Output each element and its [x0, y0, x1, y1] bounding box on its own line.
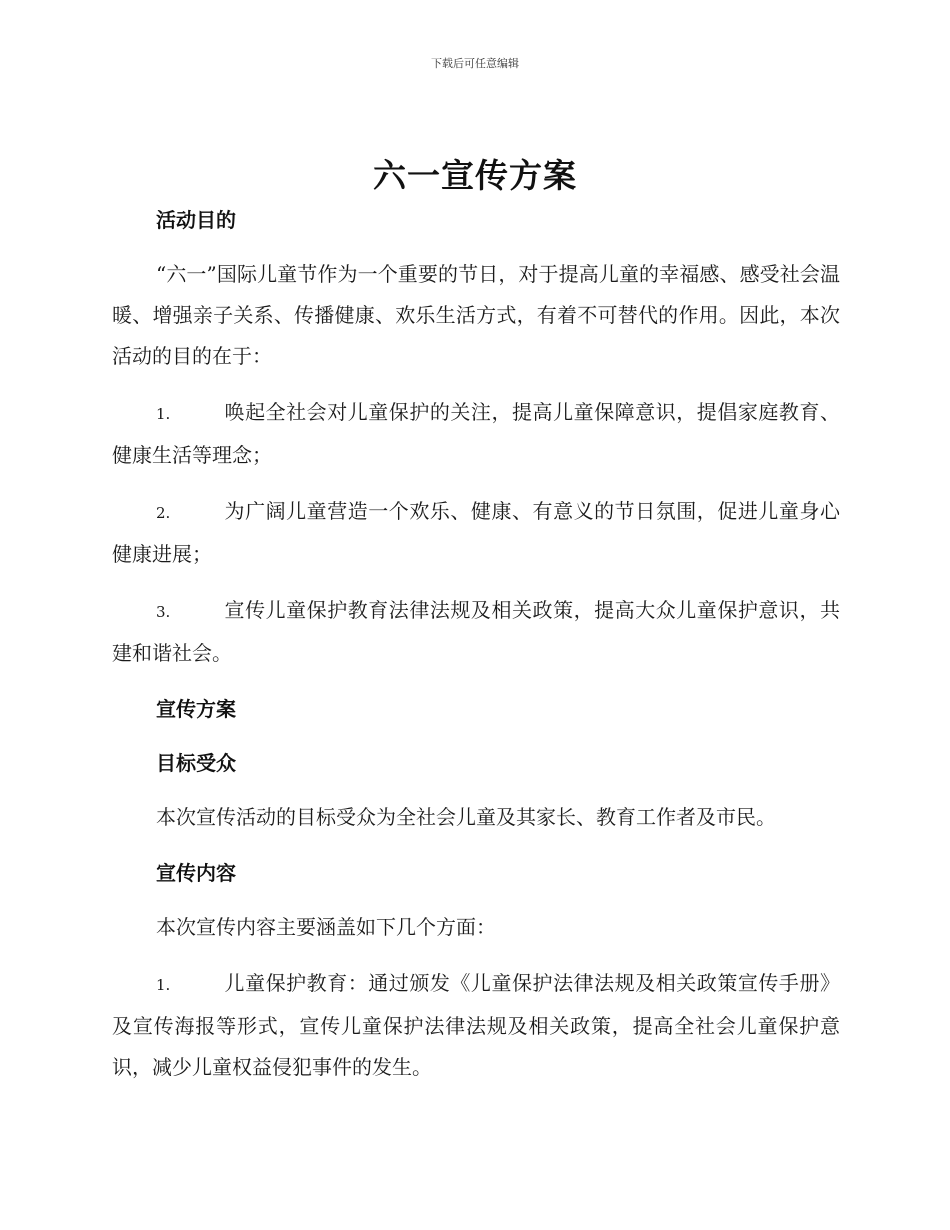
section-heading-plan: 宣传方案: [156, 697, 236, 721]
section-heading-audience: 目标受众: [156, 751, 236, 775]
document-title: 六一宣传方案: [373, 156, 577, 195]
document-body: [112, 200, 840, 1103]
list-item-text: 儿童保护教育：通过颁发《儿童保护法律法规及相关政策宣传手册》及宣传海报等形式，宣传儿童保护法律法规及相关政策，提高全社会儿童保护意识，减少儿童权益侵犯事件的发生。: [112, 971, 840, 1079]
content-intro-paragraph: 本次宣传内容主要涵盖如下几个方面：: [156, 915, 496, 939]
purpose-intro-paragraph: “六一”国际儿童节作为一个重要的节日，对于提高儿童的幸福感、感受社会温暖、增强亲子关系、传播健康、欢乐生活方式，有着不可替代的作用。因此，本次活动的目的在于：: [112, 262, 840, 368]
list-item-text: 为广阔儿童营造一个欢乐、健康、有意义的节日氛围，促进儿童身心健康进展；: [112, 499, 840, 566]
page-header-note: 下载后可任意编辑: [431, 57, 519, 70]
list-number: 2.: [156, 504, 171, 522]
list-item-text: 唤起全社会对儿童保护的关注，提高儿童保障意识，提倡家庭教育、健康生活等理念；: [112, 400, 840, 467]
purpose-list-item: [112, 392, 840, 476]
list-number: 1.: [156, 405, 171, 423]
content-list-item: [112, 963, 840, 1088]
section-heading-content: 宣传内容: [156, 861, 236, 885]
list-number: 3.: [156, 603, 171, 621]
list-item-text: 宣传儿童保护教育法律法规及相关政策，提高大众儿童保护意识，共建和谐社会。: [112, 598, 840, 665]
list-number: 1.: [156, 976, 171, 994]
section-heading-purpose: 活动目的: [156, 208, 236, 232]
audience-paragraph: 本次宣传活动的目标受众为全社会儿童及其家长、教育工作者及市民。: [156, 805, 776, 829]
purpose-list-item: [112, 491, 840, 575]
purpose-list-item: [112, 590, 840, 674]
